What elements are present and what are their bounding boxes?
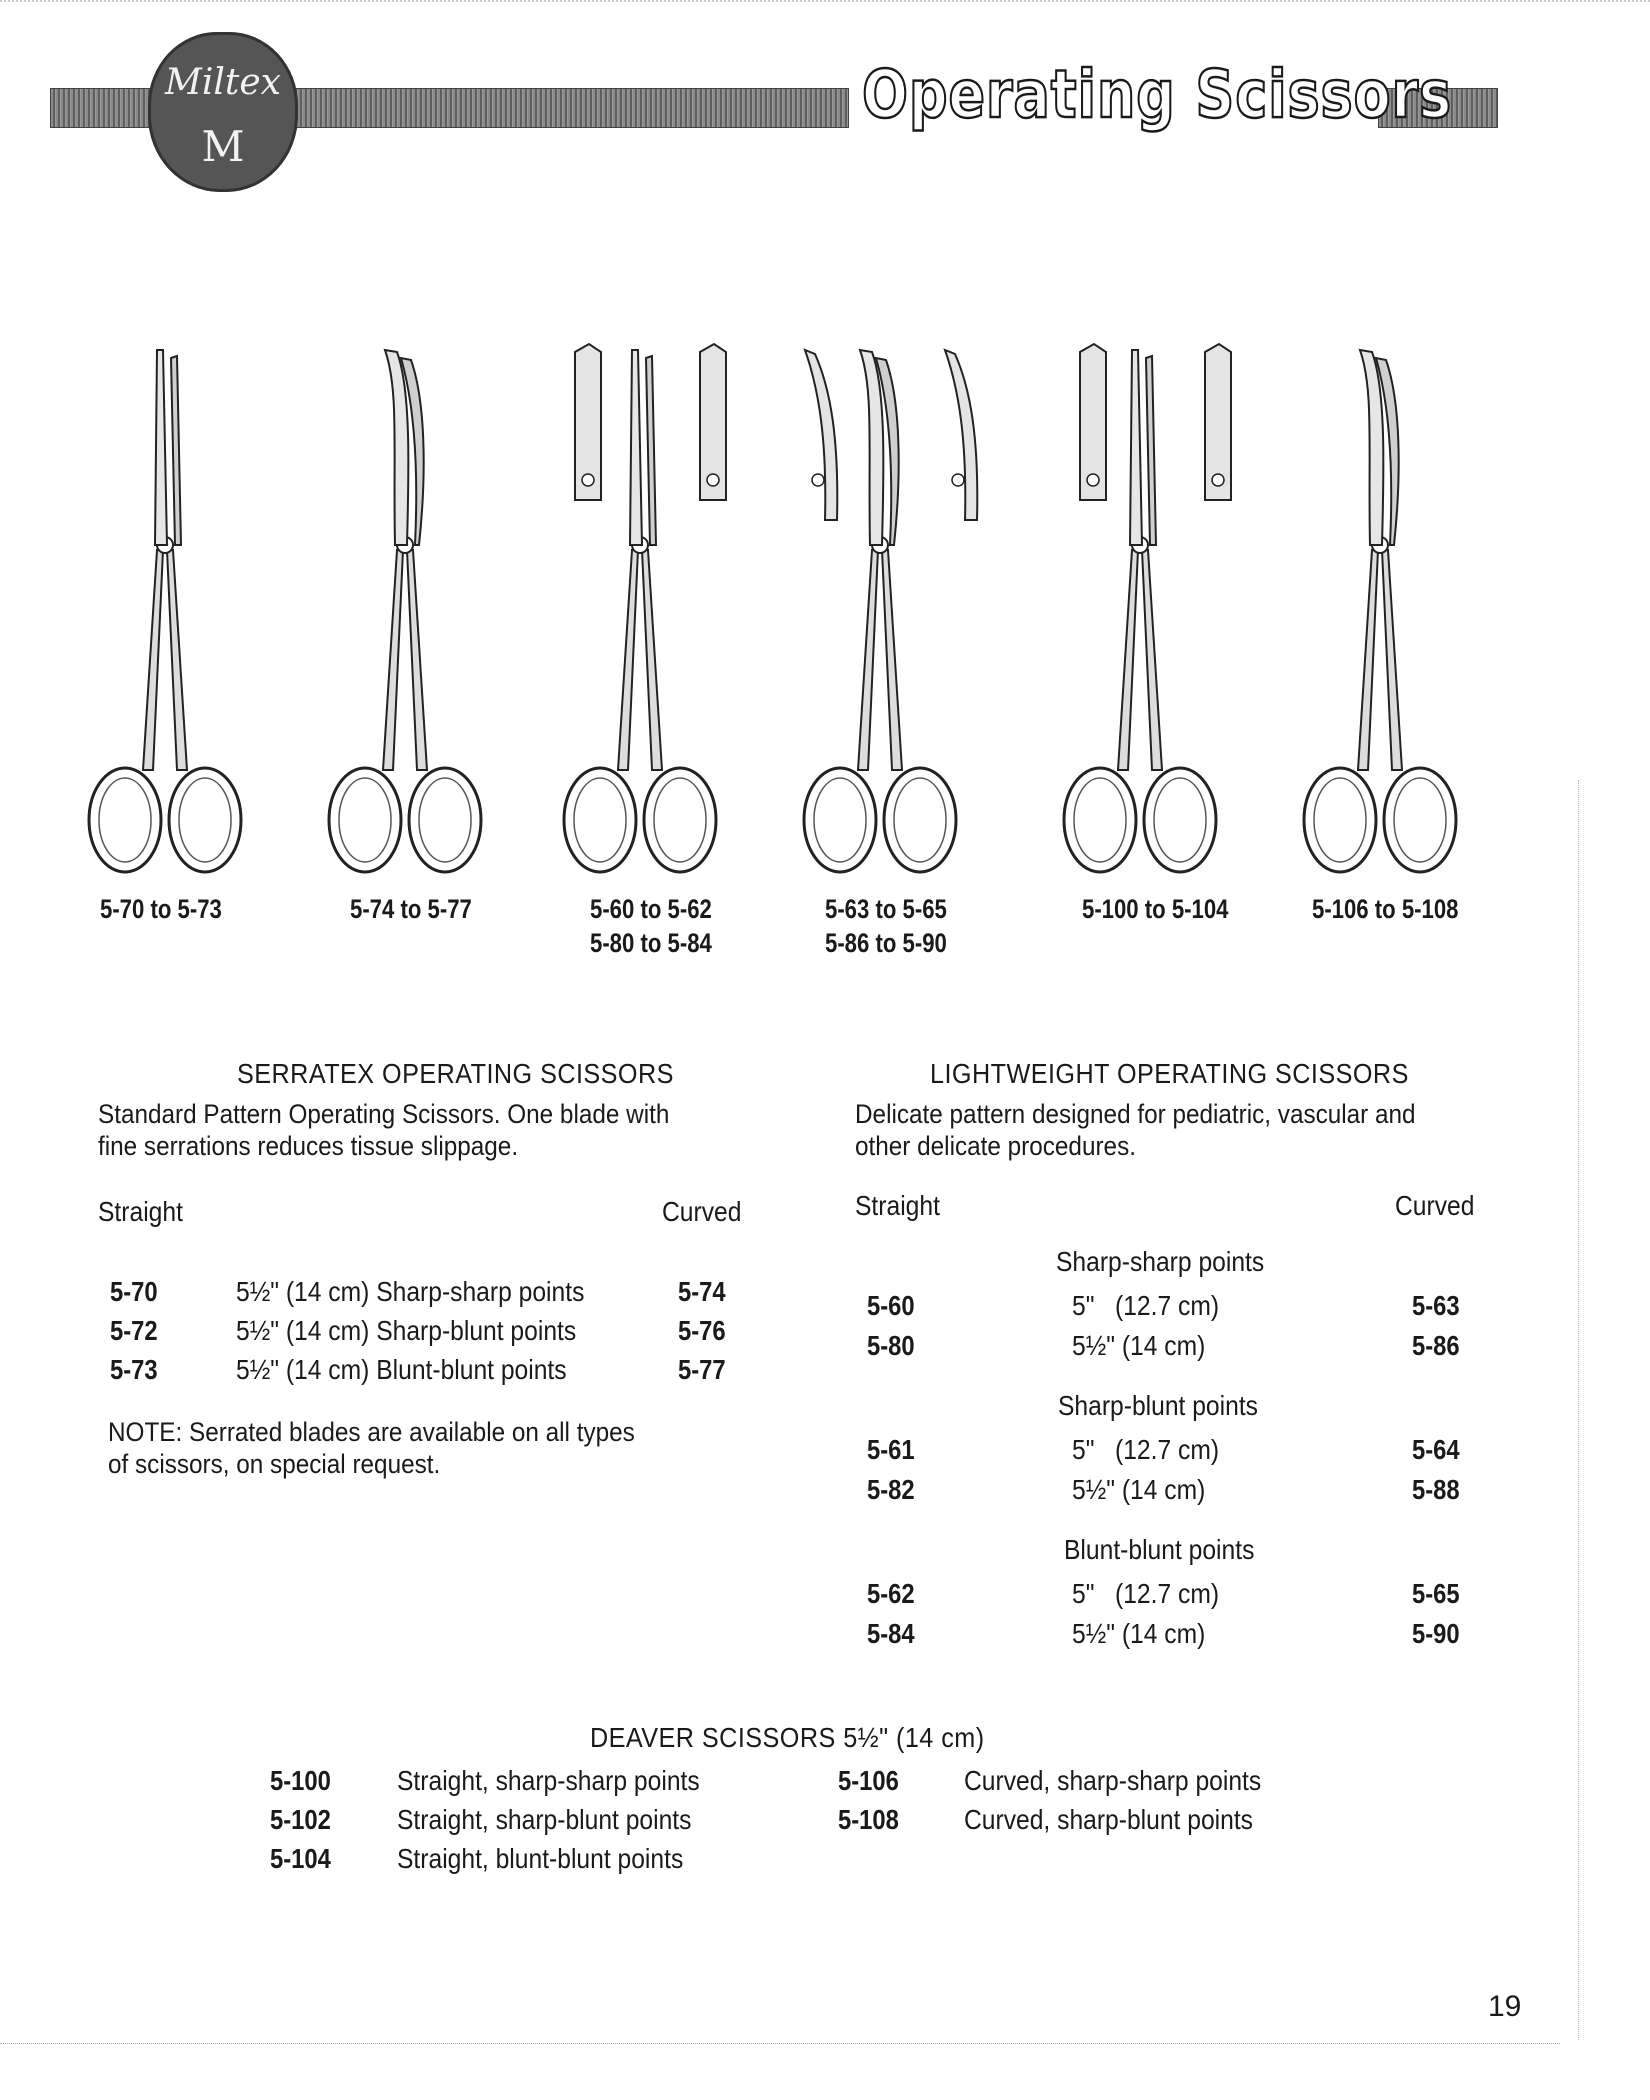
- logo-script-text: Miltex: [165, 62, 281, 103]
- deaver-code: 5-100: [270, 1765, 331, 1796]
- lightweight-curved-code: 5-63: [1412, 1290, 1460, 1321]
- inset-pivot-icon: [952, 474, 964, 486]
- scissor-shank-icon: [858, 550, 878, 770]
- finger-ring-icon: [1304, 768, 1376, 872]
- serratex-row-desc: 5½" (14 cm) Blunt-blunt points: [236, 1354, 567, 1385]
- curved-blade-icon: [385, 350, 408, 545]
- deaver-desc: Straight, sharp-sharp points: [397, 1765, 700, 1796]
- range-label-4: 5-63 to 5-65 5-86 to 5-90: [825, 894, 947, 958]
- finger-ring-icon: [894, 778, 946, 862]
- lightweight-size: 5½" (14 cm): [1072, 1330, 1206, 1361]
- group-label-blunt-blunt: Blunt-blunt points: [1064, 1534, 1255, 1565]
- lightweight-size: 5½" (14 cm): [1072, 1474, 1206, 1505]
- lightweight-size: 5" (12.7 cm): [1072, 1434, 1220, 1465]
- serratex-heading: SERRATEX OPERATING SCISSORS: [237, 1058, 674, 1089]
- bottom-scan-rule: [0, 2043, 1560, 2045]
- serratex-note: NOTE: Serrated blades are available on all types of scissors, on special request.: [108, 1417, 635, 1479]
- inset-pivot-icon: [582, 474, 594, 486]
- scissor-shank-icon: [1118, 550, 1138, 770]
- finger-ring-icon: [884, 768, 956, 872]
- deaver-code: 5-108: [838, 1804, 899, 1835]
- range-label-3: 5-60 to 5-62 5-80 to 5-84: [590, 894, 712, 958]
- scissor-shank-icon: [143, 550, 163, 770]
- finger-ring-icon: [1384, 768, 1456, 872]
- scissors-illustrations: [0, 330, 1650, 890]
- scissor-shank-icon: [882, 550, 902, 770]
- scissor-shank-icon: [407, 550, 427, 770]
- scissor-shank-icon: [167, 550, 187, 770]
- serratex-row-desc: 5½" (14 cm) Sharp-sharp points: [236, 1276, 585, 1307]
- lightweight-straight-code: 5-62: [867, 1578, 915, 1609]
- finger-ring-icon: [1154, 778, 1206, 862]
- deaver-heading: DEAVER SCISSORS 5½" (14 cm): [590, 1722, 985, 1753]
- lightweight-size: 5" (12.7 cm): [1072, 1290, 1220, 1321]
- deaver-desc: Straight, blunt-blunt points: [397, 1843, 684, 1874]
- miltex-logo: [148, 32, 298, 192]
- serratex-row-desc: 5½" (14 cm) Sharp-blunt points: [236, 1315, 577, 1346]
- serratex-straight-code: 5-70: [110, 1276, 158, 1307]
- finger-ring-icon: [1064, 768, 1136, 872]
- scissor-shank-icon: [383, 550, 403, 770]
- finger-ring-icon: [1314, 778, 1366, 862]
- lightweight-curved-code: 5-90: [1412, 1618, 1460, 1649]
- finger-ring-icon: [574, 778, 626, 862]
- serratex-curved-code: 5-74: [678, 1276, 726, 1307]
- page-title: Operating Scissors: [862, 56, 1453, 133]
- deaver-desc: Curved, sharp-blunt points: [964, 1804, 1253, 1835]
- blade-tip-inset-icon: [805, 350, 837, 520]
- serratex-col-curved: Curved: [662, 1196, 742, 1227]
- range-label-2: 5-74 to 5-77: [350, 894, 472, 924]
- scissor-shank-icon: [1142, 550, 1162, 770]
- deaver-desc: Curved, sharp-sharp points: [964, 1765, 1262, 1796]
- serratex-description: Standard Pattern Operating Scissors. One blade with fine serrations reduces tissue slippage.: [98, 1099, 670, 1161]
- finger-ring-icon: [89, 768, 161, 872]
- inset-pivot-icon: [707, 474, 719, 486]
- header-band-middle: [292, 88, 849, 128]
- lightweight-curved-code: 5-88: [1412, 1474, 1460, 1505]
- lightweight-curved-code: 5-65: [1412, 1578, 1460, 1609]
- deaver-code: 5-106: [838, 1765, 899, 1796]
- inset-pivot-icon: [1087, 474, 1099, 486]
- serratex-straight-code: 5-73: [110, 1354, 158, 1385]
- straight-blade-icon: [1130, 350, 1142, 545]
- finger-ring-icon: [1074, 778, 1126, 862]
- group-label-sharp-blunt: Sharp-blunt points: [1058, 1390, 1258, 1421]
- blade-tip-inset-icon: [945, 350, 977, 520]
- lightweight-curved-code: 5-86: [1412, 1330, 1460, 1361]
- finger-ring-icon: [99, 778, 151, 862]
- lightweight-description: Delicate pattern designed for pediatric, vascular and other delicate procedures.: [855, 1099, 1416, 1161]
- lightweight-size: 5" (12.7 cm): [1072, 1578, 1220, 1609]
- serratex-col-straight: Straight: [98, 1196, 183, 1227]
- finger-ring-icon: [419, 778, 471, 862]
- finger-ring-icon: [814, 778, 866, 862]
- inset-pivot-icon: [812, 474, 824, 486]
- deaver-code: 5-104: [270, 1843, 331, 1874]
- finger-ring-icon: [409, 768, 481, 872]
- logo-mark-text: M: [201, 122, 245, 171]
- finger-ring-icon: [1394, 778, 1446, 862]
- finger-ring-icon: [1144, 768, 1216, 872]
- inset-pivot-icon: [1212, 474, 1224, 486]
- finger-ring-icon: [179, 778, 231, 862]
- straight-blade-icon: [171, 356, 181, 545]
- scissor-shank-icon: [618, 550, 638, 770]
- straight-blade-icon: [1146, 356, 1156, 545]
- serratex-curved-code: 5-77: [678, 1354, 726, 1385]
- lightweight-straight-code: 5-80: [867, 1330, 915, 1361]
- scissor-shank-icon: [642, 550, 662, 770]
- range-label-5: 5-100 to 5-104: [1082, 894, 1229, 924]
- range-label-6: 5-106 to 5-108: [1312, 894, 1459, 924]
- scissor-shank-icon: [1382, 550, 1402, 770]
- finger-ring-icon: [644, 768, 716, 872]
- straight-blade-icon: [646, 356, 656, 545]
- scissor-shank-icon: [1358, 550, 1378, 770]
- lightweight-size: 5½" (14 cm): [1072, 1618, 1206, 1649]
- finger-ring-icon: [564, 768, 636, 872]
- lightweight-straight-code: 5-61: [867, 1434, 915, 1465]
- range-label-1: 5-70 to 5-73: [100, 894, 222, 924]
- curved-blade-icon: [1360, 350, 1383, 545]
- group-label-sharp-sharp: Sharp-sharp points: [1056, 1246, 1265, 1277]
- top-scan-rule: [0, 0, 1650, 4]
- lightweight-straight-code: 5-82: [867, 1474, 915, 1505]
- deaver-desc: Straight, sharp-blunt points: [397, 1804, 692, 1835]
- lightweight-straight-code: 5-60: [867, 1290, 915, 1321]
- lightweight-col-straight: Straight: [855, 1190, 940, 1221]
- serratex-straight-code: 5-72: [110, 1315, 158, 1346]
- page-number: 19: [1488, 1990, 1522, 2023]
- finger-ring-icon: [804, 768, 876, 872]
- finger-ring-icon: [329, 768, 401, 872]
- lightweight-curved-code: 5-64: [1412, 1434, 1460, 1465]
- lightweight-heading: LIGHTWEIGHT OPERATING SCISSORS: [930, 1058, 1409, 1089]
- finger-ring-icon: [339, 778, 391, 862]
- finger-ring-icon: [169, 768, 241, 872]
- side-scan-rule: [1578, 780, 1580, 2040]
- lightweight-straight-code: 5-84: [867, 1618, 915, 1649]
- straight-blade-icon: [630, 350, 642, 545]
- lightweight-col-curved: Curved: [1395, 1190, 1475, 1221]
- serratex-curved-code: 5-76: [678, 1315, 726, 1346]
- curved-blade-icon: [860, 350, 883, 545]
- finger-ring-icon: [654, 778, 706, 862]
- deaver-code: 5-102: [270, 1804, 331, 1835]
- straight-blade-icon: [155, 350, 167, 545]
- header-band-left: [50, 88, 152, 128]
